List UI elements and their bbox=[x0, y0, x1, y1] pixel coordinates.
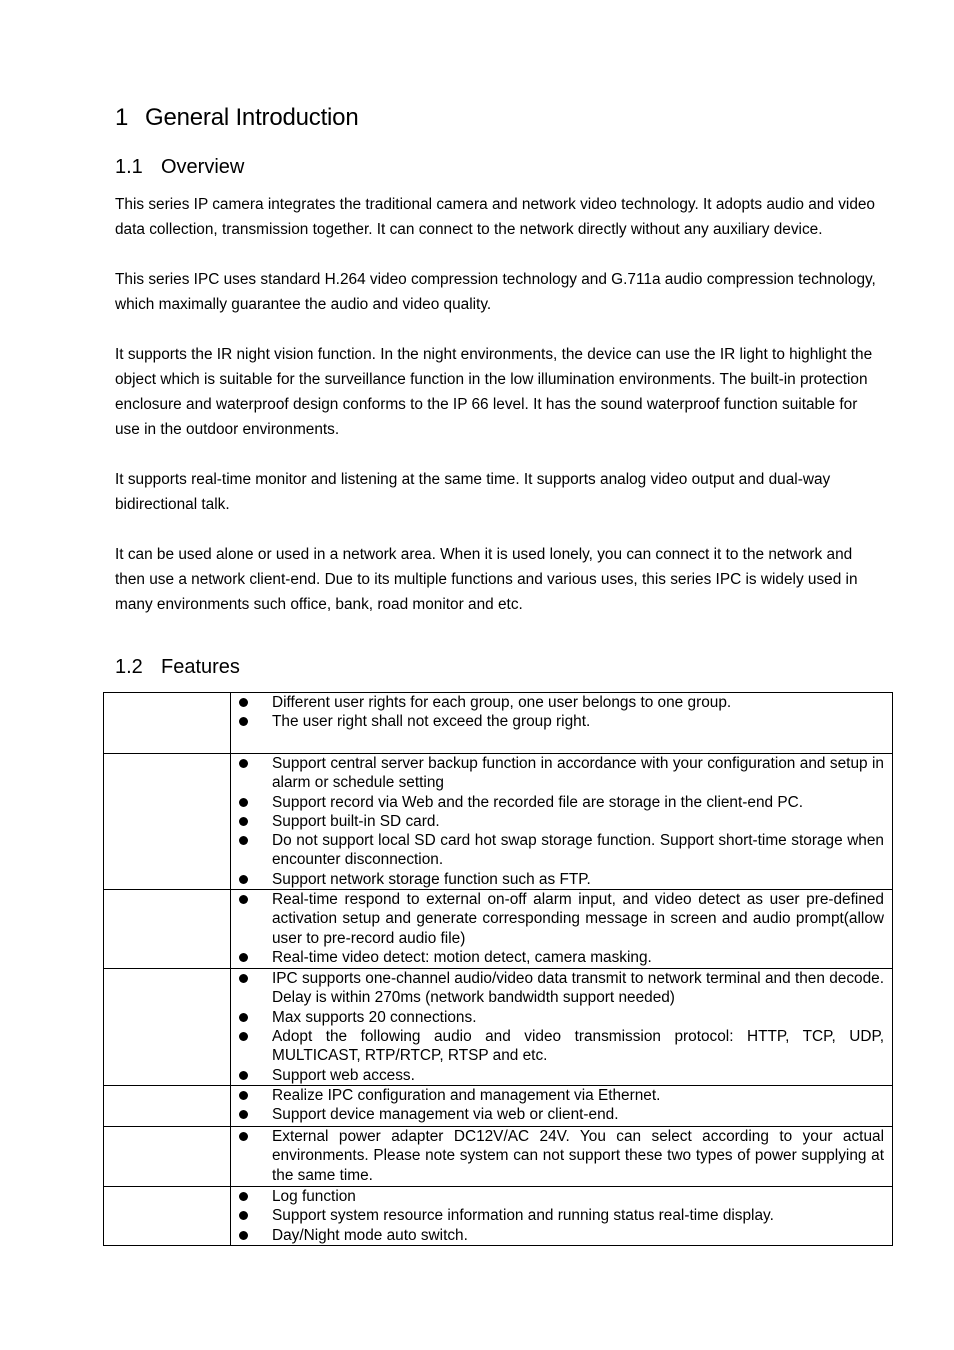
bullet-icon bbox=[239, 1071, 248, 1080]
list-item bbox=[231, 969, 892, 1008]
list-item bbox=[231, 1206, 892, 1225]
list-item bbox=[231, 1086, 892, 1105]
list-item bbox=[231, 1105, 892, 1124]
list-item-text: Support built-in SD card. bbox=[272, 812, 440, 830]
list-item bbox=[231, 693, 892, 712]
feature-category-cell bbox=[104, 890, 231, 969]
list-item bbox=[231, 1187, 892, 1206]
paragraph: This series IP camera integrates the traditional camera and network video technology. It adopts audio and video data collection, transmission together. It can connect to the network directly without any auxiliary device. bbox=[115, 196, 875, 238]
list-item-text: Support record via Web and the recorded file are storage in the client-end PC. bbox=[272, 793, 803, 811]
paragraph: It can be used alone or used in a network area. When it is used lonely, you can connect it to the network and then use a network client-end. Due to its multiple functions and various uses, this series IPC is widely used in many environments such office, bank, road monitor and etc. bbox=[115, 546, 858, 613]
list-item-text: Real-time respond to external on-off alarm input, and video detect as user pre-defined activation setup and generate corresponding message in screen and audio prompt(allow user to pre-record audio file) bbox=[272, 891, 884, 947]
list-item-text: Support system resource information and running status real-time display. bbox=[272, 1207, 774, 1225]
list-item bbox=[231, 1127, 892, 1185]
list-item-text: Max supports 20 connections. bbox=[272, 1008, 477, 1026]
bullet-icon bbox=[239, 1091, 248, 1100]
table-row bbox=[104, 1086, 893, 1127]
bullet-icon bbox=[239, 1032, 248, 1041]
bullet-icon bbox=[239, 1132, 248, 1141]
feature-detail-cell bbox=[231, 693, 893, 754]
list-item-text: IPC supports one-channel audio/video data transmit to network terminal and then decode. Delay is within 270ms (network bandwidth support needed) bbox=[272, 970, 884, 1007]
list-item bbox=[231, 812, 892, 831]
bullet-icon bbox=[239, 817, 248, 826]
table-row bbox=[104, 1187, 893, 1246]
feature-detail-cell bbox=[231, 1127, 893, 1187]
list-item bbox=[231, 890, 892, 948]
feature-category-cell bbox=[104, 754, 231, 890]
list-item-text: Different user rights for each group, one user belongs to one group. bbox=[272, 694, 732, 711]
bullet-icon bbox=[239, 1211, 248, 1220]
bullet-list bbox=[231, 1187, 892, 1245]
bullet-icon bbox=[239, 1110, 248, 1119]
section-heading-features bbox=[115, 656, 240, 679]
bullet-icon bbox=[239, 798, 248, 807]
section-title: Overview bbox=[161, 156, 245, 178]
bullet-icon bbox=[239, 759, 248, 768]
list-item-text: Support web access. bbox=[272, 1066, 415, 1084]
bullet-icon bbox=[239, 974, 248, 983]
feature-category-cell bbox=[104, 693, 231, 754]
bullet-icon bbox=[239, 953, 248, 962]
list-item bbox=[231, 712, 892, 731]
feature-detail-cell bbox=[231, 969, 893, 1086]
feature-category-cell bbox=[104, 1086, 231, 1127]
list-item bbox=[231, 831, 892, 870]
feature-detail-cell bbox=[231, 1187, 893, 1246]
list-item bbox=[231, 948, 892, 967]
chapter-number: 1 bbox=[115, 104, 129, 131]
feature-detail-cell bbox=[231, 754, 893, 890]
list-item-text: Real-time video detect: motion detect, camera masking. bbox=[272, 948, 652, 966]
list-item-text: Support network storage function such as FTP. bbox=[272, 870, 591, 888]
paragraph: It supports the IR night vision function. In the night environments, the device can use the IR light to highlight the object which is suitable for the surveillance function in the low illumination environments. The built-in protection enclosure and waterproof design conforms to the IP 66 level. It has the sound waterproof function suitable for use in the outdoor environments. bbox=[115, 346, 873, 438]
bullet-list bbox=[231, 969, 892, 1085]
chapter-heading bbox=[115, 104, 358, 132]
bullet-icon bbox=[239, 1192, 248, 1201]
list-item-text: Do not support local SD card hot swap storage function. Support short-time storage when encounter disconnection. bbox=[272, 832, 884, 869]
feature-category-cell bbox=[104, 969, 231, 1086]
feature-detail-cell bbox=[231, 890, 893, 969]
list-item-text: Log function bbox=[272, 1188, 356, 1206]
bullet-icon bbox=[239, 698, 248, 707]
list-item bbox=[231, 1008, 892, 1027]
bullet-icon bbox=[239, 1013, 248, 1022]
list-item bbox=[231, 754, 892, 793]
feature-detail-cell bbox=[231, 1086, 893, 1127]
features-table bbox=[103, 692, 893, 1246]
list-item bbox=[231, 793, 892, 812]
list-item bbox=[231, 1066, 892, 1085]
list-item-text: Adopt the following audio and video transmission protocol: HTTP, TCP, UDP, MULTICAST, RTP/RTCP, RTSP and etc. bbox=[272, 1027, 884, 1065]
list-item-text: Day/Night mode auto switch. bbox=[272, 1226, 468, 1244]
list-item-text: Support central server backup function in accordance with your configuration and setup in alarm or schedule setting bbox=[272, 755, 884, 792]
table-row bbox=[104, 890, 893, 969]
feature-category-cell bbox=[104, 1127, 231, 1187]
bullet-list bbox=[231, 1127, 892, 1185]
list-item bbox=[231, 1226, 892, 1245]
list-item bbox=[231, 1027, 892, 1066]
feature-category-cell bbox=[104, 1187, 231, 1246]
table-row bbox=[104, 969, 893, 1086]
section-title: Features bbox=[161, 656, 240, 678]
bullet-list bbox=[231, 890, 892, 967]
section-number: 1.1 bbox=[115, 156, 143, 178]
list-item-text: The user right shall not exceed the group right. bbox=[272, 713, 591, 731]
paragraph: This series IPC uses standard H.264 video compression technology and G.711a audio compression technology, which maximally guarantee the audio and video quality. bbox=[115, 271, 876, 313]
bullet-icon bbox=[239, 895, 248, 904]
section-heading-overview bbox=[115, 156, 244, 179]
bullet-list bbox=[231, 754, 892, 889]
list-item-text: External power adapter DC12V/AC 24V. You can select according to your actual environments. Please note system can not support these two types of power supplying at the same time. bbox=[272, 1128, 884, 1184]
bullet-icon bbox=[239, 717, 248, 726]
table-row bbox=[104, 754, 893, 890]
bullet-icon bbox=[239, 875, 248, 884]
chapter-title: General Introduction bbox=[145, 104, 359, 131]
list-item-text: Realize IPC configuration and management via Ethernet. bbox=[272, 1087, 661, 1105]
bullet-icon bbox=[239, 1231, 248, 1240]
bullet-list bbox=[231, 693, 892, 732]
table-row bbox=[104, 1127, 893, 1187]
list-item bbox=[231, 870, 892, 889]
bullet-icon bbox=[239, 836, 248, 845]
overview-body bbox=[115, 192, 880, 642]
paragraph: It supports real-time monitor and listening at the same time. It supports analog video output and dual-way bidirectional talk. bbox=[115, 471, 831, 513]
table-row bbox=[104, 693, 893, 754]
bullet-list bbox=[231, 1086, 892, 1125]
list-item-text: Support device management via web or client-end. bbox=[272, 1106, 619, 1124]
section-number: 1.2 bbox=[115, 656, 143, 678]
